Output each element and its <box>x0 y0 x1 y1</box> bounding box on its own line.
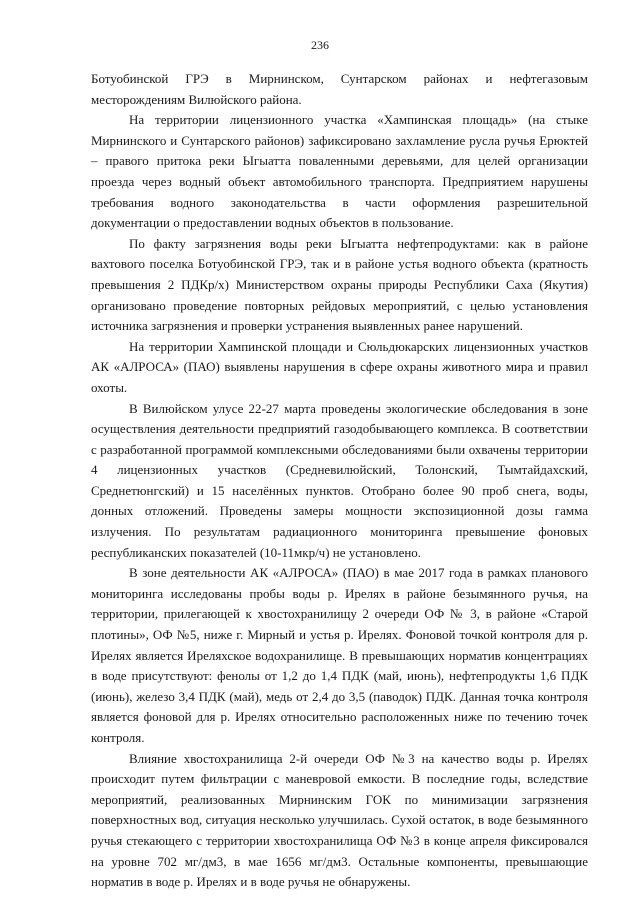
paragraph-irelyakh-monitoring: В зоне деятельности АК «АЛРОСА» (ПАО) в мае 2017 года в рамках планового мониторинга исследованы пробы воды р. Ирелях в районе безымянного ручья, на территории, прилегающей к хвостохранилищу 2 очереди ОФ № 3, в районе «Старой плотины», ОФ №5, ниже г. Мирный и устья р. Ирелях. Фоновой точкой контроля для р. Ирелях является Иреляхское водохранилище. В превышающих норматив концентрациях в воде присутствуют: фенолы от 1,2 до 1,4 ПДК (май, июнь), нефтепродукты 1,6 ПДК (июнь), железо 3,4 ПДК (май), медь от 2,4 до 3,5 (паводок) ПДК. Данная точка контроля является фоновой для р. Ирелях относительно расположенных ниже по течению точек контроля. <box>91 565 588 745</box>
paragraph-wildlife-violations: На территории Хампинской площади и Сюльдюкарских лицензионных участков АК «АЛРОСА» (ПАО) выявлены нарушения в сфере охраны животного мира и правил охоты. <box>91 338 588 395</box>
body-text <box>91 69 588 893</box>
paragraph-continuation: Ботуобинской ГРЭ в Мирнинском, Сунтарском районах и нефтегазовым месторождениям Вилюйского района. <box>91 71 588 107</box>
page-number: 236 <box>311 38 329 52</box>
paragraph-tailings-impact: Влияние хвостохранилища 2-й очереди ОФ №3 на качество воды р. Ирелях происходит путем фильтрации с маневровой емкости. В последние годы, вследствие мероприятий, реализованных Мирнинским ГОК по минимизации загрязнения поверхностных вод, ситуация несколько улучшилась. Сухой остаток, в воде безымянного ручья стекающего с территории хвостохранилища ОФ №3 в конце апреля фиксировался на уровне 702 мг/дм3, в мае 1656 мг/дм3. Остальные компоненты, превышающие норматив в воде р. Ирелях и в воде ручья не обнаружены. <box>91 750 588 890</box>
paragraph-hampinskaya-area-violation: На территории лицензионного участка «Хампинская площадь» (на стыке Мирнинского и Сунтарского районов) зафиксировано захламление русла ручья Ерюктей – правого притока реки Ыгыатта поваленными деревьями, для целей организации проезда через водный объект автомобильного транспорта. Предприятием нарушены требования водного законодательства в части оформления разрешительной документации о предоставлении водных объектов в пользование. <box>91 112 588 231</box>
paragraph-vilyuysky-survey: В Вилюйском улусе 22-27 марта проведены экологические обследования в зоне осуществления деятельности предприятий газодобывающего комплекса. В соответствии с разработанной программой комплексными обследованиями были охвачены территории 4 лицензионных участков (Средневилюйский, Толонский, Тымтайдахский, Среднетюнгский) и 15 населённых пунктов. Отобрано более 90 проб снега, воды, донных отложений. Проведены замеры мощности экспозиционной дозы гамма излучения. По результатам радиационного мониторинга превышение фоновых республиканских показателей (10-11мкр/ч) не установлено. <box>91 400 588 560</box>
paragraph-ygyatta-pollution: По факту загрязнения воды реки Ыгыатта нефтепродуктами: как в районе вахтового поселка Ботуобинской ГРЭ, так и в районе устья водного объекта (кратность превышения 2 ПДКр/х) Министерством охраны природы Республики Саха (Якутия) организовано проведение повторных рейдовых мероприятий, с целью установления источника загрязнения и проверки устранения выявленных ранее нарушений. <box>91 235 588 334</box>
